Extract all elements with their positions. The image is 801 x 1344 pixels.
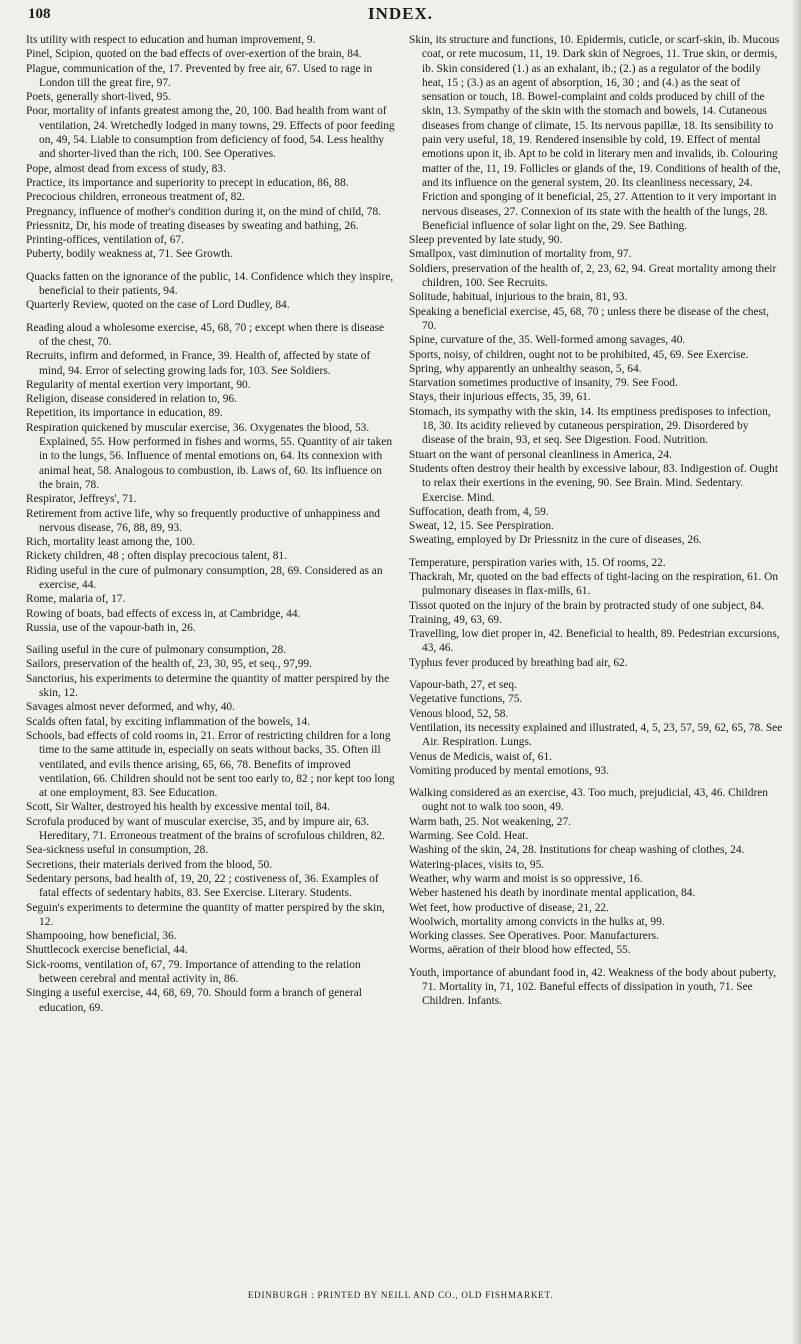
page-edge-shadow bbox=[791, 0, 801, 1344]
index-entry: Seguin's experiments to determine the quantity of matter perspired by the skin, 12. bbox=[26, 901, 385, 928]
index-entry: Rome, malaria of, 17. bbox=[26, 593, 126, 606]
index-entry: Training, 49, 63, 69. bbox=[409, 613, 502, 626]
index-entry: Respiration quickened by muscular exercise, 36. Oxygenates the blood, 53. Explained, 55. How performed in fishes and worms, 55. Quantity of air taken in to the lungs, 56. Influence of mental emotions on, 64. Its connexion with animal heat, 58. Analogous to combustion, ib. Laws of, 60. Its influence on the brain, 78. bbox=[26, 421, 393, 491]
index-entry: Plague, communication of the, 17. Prevented by free air, 67. Used to rage in London till the great fire, 97. bbox=[26, 62, 373, 89]
index-entry: Spine, curvature of the, 35. Well-formed among savages, 40. bbox=[409, 334, 686, 347]
index-entry: Warm bath, 25. Not weakening, 27. bbox=[409, 815, 571, 828]
index-entry: Sleep prevented by late study, 90. bbox=[409, 234, 563, 247]
index-entry: Poets, generally short-lived, 95. bbox=[26, 91, 171, 104]
index-entry: Suffocation, death from, 4, 59. bbox=[409, 505, 549, 518]
index-entry: Stuart on the want of personal cleanliness in America, 24. bbox=[409, 448, 672, 461]
index-entry: Respirator, Jeffreys', 71. bbox=[26, 493, 137, 506]
index-entry: Venus de Medicis, waist of, 61. bbox=[409, 750, 552, 763]
index-entry: Pope, almost dead from excess of study, 83. bbox=[26, 162, 226, 175]
index-entry: Scott, Sir Walter, destroyed his health by excessive mental toil, 84. bbox=[26, 801, 331, 814]
index-entry: Sweating, employed by Dr Priessnitz in the cure of diseases, 26. bbox=[409, 534, 702, 547]
index-entry: Religion, disease considered in relation to, 96. bbox=[26, 393, 237, 406]
index-entry: Students often destroy their health by excessive labour, 83. Indigestion of. Ought to relax their exertions in the evening, 90. See Brain. Mind. Sedentary. Exercise. Mind. bbox=[409, 462, 779, 504]
index-entry: Stays, their injurious effects, 35, 39, 61. bbox=[409, 391, 591, 404]
letter-group-gap bbox=[409, 548, 783, 556]
index-column-right bbox=[409, 33, 783, 1009]
index-entry: Walking considered as an exercise, 43. Too much, prejudicial, 43, 46. Children ought not to walk too soon, 49. bbox=[409, 787, 768, 814]
letter-group-gap bbox=[26, 262, 396, 270]
index-entry: Puberty, bodily weakness at, 71. See Growth. bbox=[26, 248, 233, 261]
index-entry: Savages almost never deformed, and why, 40. bbox=[26, 701, 235, 714]
index-entry: Vomiting produced by mental emotions, 93. bbox=[409, 764, 610, 777]
index-entry: Sea-sickness useful in consumption, 28. bbox=[26, 844, 209, 857]
index-entry: Practice, its importance and superiority to precept in education, 86, 88. bbox=[26, 176, 349, 189]
index-entry: Pinel, Scipion, quoted on the bad effects of over-exertion of the brain, 84. bbox=[26, 48, 362, 61]
index-entry: Washing of the skin, 24, 28. Institutions for cheap washing of clothes, 24. bbox=[409, 844, 745, 857]
index-entry: Solitude, habitual, injurious to the brain, 81, 93. bbox=[409, 291, 628, 304]
index-entry: Riding useful in the cure of pulmonary consumption, 28, 69. Considered as an exercise, 44. bbox=[26, 564, 383, 591]
index-entry: Sailing useful in the cure of pulmonary consumption, 28. bbox=[26, 644, 287, 657]
index-entry: Venous blood, 52, 58. bbox=[409, 707, 509, 720]
index-entry: Singing a useful exercise, 44, 68, 69, 70. Should form a branch of general education, 69. bbox=[26, 987, 362, 1014]
page-title: INDEX. bbox=[367, 4, 434, 23]
index-entry: Sweat, 12, 15. See Perspiration. bbox=[409, 520, 554, 533]
index-entry: Schools, bad effects of cold rooms in, 21. Error of restricting children for a long time to the same attitude in, especially on seats without backs, 35. Often ill ventilated, and evils thence arising, 65, 66, 78. Benefits of improved ventilation, 66. Children should not be sent too early to, 82 ; nor kept too long at one employment, 83. See Education. bbox=[26, 729, 395, 800]
index-entry: Russia, use of the vapour-bath in, 26. bbox=[26, 621, 196, 634]
index-entry: Reading aloud a wholesome exercise, 45, 68, 70 ; except when there is disease of the chest, 70. bbox=[26, 321, 385, 348]
printer-imprint: EDINBURGH : PRINTED BY NEILL AND CO., OLD FISHMARKET. bbox=[247, 1290, 554, 1300]
index-entry: Scrofula produced by want of muscular exercise, 35, and by impure air, 63. Hereditary, 71. Erroneous treatment of the brains of scrofulous children, 82. bbox=[26, 815, 385, 843]
index-entry: Recruits, infirm and deformed, in France, 39. Health of, affected by state of mind, 94. Error of selecting growing lads for, 103. See Soldiers. bbox=[26, 350, 371, 377]
index-entry: Thackrah, Mr, quoted on the bad effects of tight-lacing on the respiration, 61. On pulmonary diseases in flax-mills, 61. bbox=[409, 570, 779, 598]
index-entry: Weather, why warm and moist is so oppressive, 16. bbox=[409, 872, 643, 885]
index-entry: Rich, mortality least among the, 100. bbox=[26, 536, 195, 549]
index-entry: Woolwich, mortality among convicts in the hulks at, 99. bbox=[409, 915, 665, 928]
index-entry: Rowing of boats, bad effects of excess in, at Cambridge, 44. bbox=[26, 607, 301, 620]
index-entry: Retirement from active life, why so frequently productive of unhappiness and nervous disease, 76, 88, 89, 93. bbox=[26, 507, 380, 534]
index-entry: Weber hastened his death by inordinate mental application, 84. bbox=[409, 887, 696, 900]
index-entry: Vegetative functions, 75. bbox=[409, 693, 523, 706]
index-entry: Watering-places, visits to, 95. bbox=[409, 858, 545, 871]
index-entry: Repetition, its importance in education, 89. bbox=[26, 407, 223, 420]
index-entry: Soldiers, preservation of the health of, 2, 23, 62, 94. Great mortality among their children, 100. See Recruits. bbox=[409, 262, 777, 290]
index-entry: Sailors, preservation of the health of, 23, 30, 95, et seq., 97,99. bbox=[26, 658, 312, 671]
index-entry: Secretions, their materials derived from the blood, 50. bbox=[26, 858, 273, 871]
index-entry: Shampooing, how beneficial, 36. bbox=[26, 930, 177, 943]
letter-group-gap bbox=[409, 958, 783, 966]
index-entry: Sports, noisy, of children, ought not to be prohibited, 45, 69. See Exercise. bbox=[409, 348, 749, 361]
index-column-left bbox=[26, 33, 396, 1015]
index-entry: Worms, aëration of their blood how effected, 55. bbox=[409, 944, 631, 957]
letter-group-gap bbox=[409, 778, 783, 786]
index-entry: Poor, mortality of infants greatest among the, 20, 100. Bad health from want of ventilation, 24. Wretchedly lodged in many towns, 29. Effects of poor feeding on, 49, 54. Liable to consumption from deficiency of food, 54. Less healthy and shorter-lived than the rich, 100. See Operatives. bbox=[26, 105, 395, 161]
index-entry: Sick-rooms, ventilation of, 67, 79. Importance of attending to the relation between cerebral and mental activity in, 86. bbox=[26, 958, 361, 985]
index-entry: Vapour-bath, 27, et seq. bbox=[409, 679, 517, 692]
index-entry: Regularity of mental exertion very important, 90. bbox=[26, 378, 251, 391]
index-entry: Warming. See Cold. Heat. bbox=[409, 830, 529, 843]
letter-group-gap bbox=[26, 313, 396, 321]
index-entry: Typhus fever produced by breathing bad air, 62. bbox=[409, 656, 628, 669]
index-entry: Spring, why apparently an unhealthy season, 5, 64. bbox=[409, 362, 642, 375]
index-entry: Wet feet, how productive of disease, 21, 22. bbox=[409, 901, 609, 914]
index-entry: Pregnancy, influence of mother's condition during it, on the mind of child, 78. bbox=[26, 205, 381, 218]
index-entry: Ventilation, its necessity explained and illustrated, 4, 5, 23, 57, 59, 62, 65, 78. See Air. Respiration. Lungs. bbox=[409, 721, 783, 749]
letter-group-gap bbox=[409, 670, 783, 678]
page-header bbox=[0, 0, 801, 30]
index-entry: Printing-offices, ventilation of, 67. bbox=[26, 234, 184, 247]
index-entry: Stomach, its sympathy with the skin, 14. Its emptiness predisposes to infection, 18, 30. Its acidity relieved by cutaneous perspiration, 29. Disordered by disease of the brain, 93, et seq. See Digestion. Food. Nutrition. bbox=[409, 405, 771, 447]
index-entry: Quacks fatten on the ignorance of the public, 14. Confidence which they inspire, beneficial to their patients, 94. bbox=[26, 270, 394, 298]
index-entry: Priessnitz, Dr, his mode of treating diseases by sweating and bathing, 26. bbox=[26, 219, 359, 232]
page-number: 108 bbox=[28, 6, 51, 22]
index-entry: Smallpox, vast diminution of mortality from, 97. bbox=[409, 248, 632, 261]
index-entry: Its utility with respect to education and human improvement, 9. bbox=[26, 34, 316, 46]
index-entry: Sanctorius, his experiments to determine the quantity of matter perspired by the skin, 12. bbox=[26, 672, 390, 700]
index-entry: Precocious children, erroneous treatment of, 82. bbox=[26, 191, 245, 204]
index-entry: Skin, its structure and functions, 10. Epidermis, cuticle, or scarf-skin, ib. Mucous coat, or rete mucosum, 11, 19. Dark skin of Negroes, 11. True skin, or dermis, ib. Skin considered (1.) as an exhalant, ib.; (2.) as a regulator of the bodily heat, 15 ; (3.) as an agent of absorption, 16, 30 ; and (4.) as the seat of sensation or touch, 18. Bowel-complaint and colds produced by chill of the skin, 13. Sympathy of the skin with the stomach and bowels, 14. Cutaneous diseases from change of climate, 15. Its nervous papillæ, 18. Its sensibility to pain very useful, 18, 19. Rendered insensible by cold, 19. Effect of mental emotions upon it, ib. Apt to be cold in literary men and invalids, ib. Colouring matter of the, 11, 19. Follicles or glands of the, 19. Conditions of health of the, and its influence on the general system, 20. Its cleanliness necessary, 24. Friction and sponging of it beneficial, 25, 27. Attention to it very important in nervous diseases, 27. Connexion of its state with the health of the lungs, 28. Beneficial influence of solar light on the, 29. See Bathing. bbox=[409, 34, 781, 232]
index-entry: Rickety children, 48 ; often display precocious talent, 81. bbox=[26, 550, 287, 563]
index-entry: Shuttlecock exercise beneficial, 44. bbox=[26, 944, 188, 957]
index-entry: Travelling, low diet proper in, 42. Beneficial to health, 89. Pedestrian excursions, 43, 46. bbox=[409, 628, 780, 655]
index-entry: Quarterly Review, quoted on the case of Lord Dudley, 84. bbox=[26, 299, 290, 312]
index-entry: Tissot quoted on the injury of the brain by protracted study of one subject, 84. bbox=[409, 599, 765, 612]
index-entry: Starvation sometimes productive of insanity, 79. See Food. bbox=[409, 377, 678, 390]
index-entry: Temperature, perspiration varies with, 15. Of rooms, 22. bbox=[409, 556, 666, 569]
index-entry: Speaking a beneficial exercise, 45, 68, 70 ; unless there be disease of the chest, 70. bbox=[409, 305, 769, 332]
index-entry: Youth, importance of abundant food in, 42. Weakness of the body about puberty, 71. Mortality in, 71, 102. Baneful effects of dissipation in youth, 71. See Children. Infants. bbox=[409, 966, 777, 1008]
index-entry: Scalds often fatal, by exciting inflammation of the bowels, 14. bbox=[26, 715, 311, 728]
index-entry: Sedentary persons, bad health of, 19, 20, 22 ; costiveness of, 36. Examples of fatal effects of sedentary habits, 83. See Exercise. Literary. Students. bbox=[26, 872, 379, 900]
index-entry: Working classes. See Operatives. Poor. Manufacturers. bbox=[409, 930, 659, 943]
letter-group-gap bbox=[26, 635, 396, 643]
